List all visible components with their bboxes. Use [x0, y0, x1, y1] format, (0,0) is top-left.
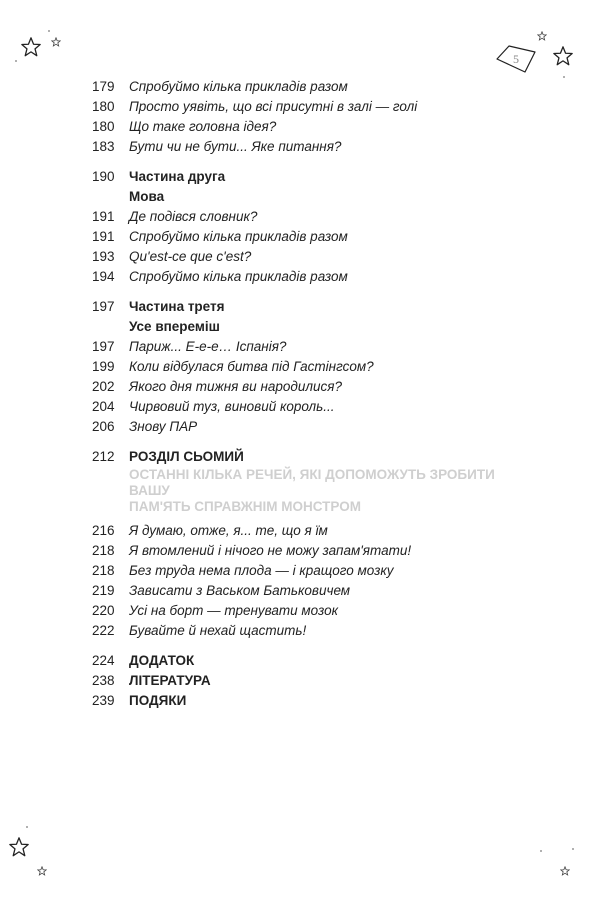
- page-number-badge: [495, 42, 537, 76]
- toc-entry[interactable]: [92, 377, 512, 397]
- toc-page-number: 193: [92, 249, 115, 264]
- toc-entry[interactable]: [92, 671, 512, 691]
- toc-entry-title: Частина друга: [129, 169, 226, 184]
- toc-page-number: 220: [92, 603, 115, 618]
- toc-entry[interactable]: [92, 499, 512, 515]
- toc-entry[interactable]: [92, 297, 512, 317]
- toc-page-number: 179: [92, 79, 115, 94]
- toc-entry[interactable]: [92, 651, 512, 671]
- toc-entry-title: Усе впереміш: [129, 319, 220, 334]
- toc-page-number: 191: [92, 209, 115, 224]
- star-outline-icon: [8, 836, 30, 858]
- toc-entry[interactable]: [92, 137, 512, 157]
- toc-page-number: 183: [92, 139, 115, 154]
- toc-page-number: 218: [92, 563, 115, 578]
- toc-entry-title: Спробуймо кілька прикладів разом: [129, 229, 348, 244]
- toc-entry-title: Спробуймо кілька прикладів разом: [129, 79, 348, 94]
- toc-entry-title: Бути чи не бути... Яке питання?: [129, 139, 342, 154]
- small-star-icon: [51, 37, 61, 47]
- toc-entry[interactable]: [92, 117, 512, 137]
- star-outline-icon: [552, 45, 574, 67]
- toc-entry[interactable]: [92, 227, 512, 247]
- decorative-dot: [48, 30, 50, 32]
- toc-page-number: 224: [92, 653, 115, 668]
- toc-page-number: 194: [92, 269, 115, 284]
- toc-entry-title: Я втомлений і нічого не можу запам'ятати!: [129, 543, 412, 558]
- decorative-dot: [26, 826, 28, 828]
- section-gap: [92, 437, 512, 447]
- toc-entry-title: ДОДАТОК: [129, 653, 195, 668]
- decorative-dot: [15, 60, 17, 62]
- toc-page-number: 197: [92, 299, 115, 314]
- page-number: 5: [513, 52, 519, 66]
- toc-entry-title: Париж... Е-е-е… Іспанія?: [129, 339, 287, 354]
- toc-page-number: 204: [92, 399, 115, 414]
- toc-entry[interactable]: [92, 397, 512, 417]
- toc-entry-title: Зависати з Васьком Батьковичем: [129, 583, 351, 598]
- toc-entry[interactable]: [92, 77, 512, 97]
- section-gap: [92, 641, 512, 651]
- toc-entry[interactable]: [92, 317, 512, 337]
- toc-page-number: 180: [92, 99, 115, 114]
- toc-page-number: 222: [92, 623, 115, 638]
- toc-page-number: 190: [92, 169, 115, 184]
- toc-entry-title: ОСТАННІ КІЛЬКА РЕЧЕЙ, ЯКІ ДОПОМОЖУТЬ ЗРОБИТИ ВАШУ: [129, 467, 495, 498]
- toc-entry[interactable]: [92, 691, 512, 711]
- toc-entry[interactable]: [92, 601, 512, 621]
- toc-entry[interactable]: [92, 541, 512, 561]
- toc-page-number: 197: [92, 339, 115, 354]
- toc-entry-title: Без труда нема плода — і кращого мозку: [129, 563, 394, 578]
- toc-page-number: 239: [92, 693, 115, 708]
- toc-entry-title: Де подівся словник?: [129, 209, 258, 224]
- toc-entry-title: Qu'est-ce que c'est?: [129, 249, 252, 264]
- toc-entry[interactable]: [92, 187, 512, 207]
- toc-entry[interactable]: [92, 207, 512, 227]
- small-star-icon: [37, 866, 47, 876]
- toc-page-number: 202: [92, 379, 115, 394]
- small-star-icon: [537, 31, 547, 41]
- toc-page-number: 180: [92, 119, 115, 134]
- toc-entry[interactable]: [92, 467, 512, 499]
- toc-entry[interactable]: [92, 337, 512, 357]
- toc-entry-title: Я думаю, отже, я... те, що я їм: [129, 523, 328, 538]
- toc-entry[interactable]: [92, 357, 512, 377]
- toc-entry[interactable]: [92, 417, 512, 437]
- decorative-dot: [563, 76, 565, 78]
- toc-page-number: 212: [92, 449, 115, 464]
- section-gap: [92, 287, 512, 297]
- toc-page-number: 216: [92, 523, 115, 538]
- toc-entry-title: Чирвовий туз, виновий король...: [129, 399, 335, 414]
- toc-entry-title: Мова: [129, 189, 165, 204]
- toc-entry[interactable]: [92, 447, 512, 467]
- toc-page-number: 218: [92, 543, 115, 558]
- toc-entry[interactable]: [92, 561, 512, 581]
- toc-entry-title: Бувайте й нехай щастить!: [129, 623, 307, 638]
- toc-entry-title: Якого дня тижня ви народилися?: [129, 379, 342, 394]
- toc-entry-title: ЛІТЕРАТУРА: [129, 673, 211, 688]
- toc-entry[interactable]: [92, 581, 512, 601]
- toc-entry[interactable]: [92, 521, 512, 541]
- toc-entry[interactable]: [92, 247, 512, 267]
- toc-entry-title: Просто уявіть, що всі присутні в залі — голі: [129, 99, 418, 114]
- toc-entry-title: Частина третя: [129, 299, 225, 314]
- toc-page-number: 219: [92, 583, 115, 598]
- small-star-icon: [560, 866, 570, 876]
- toc-entry[interactable]: [92, 97, 512, 117]
- toc-entry-title: Спробуймо кілька прикладів разом: [129, 269, 348, 284]
- toc-entry-title: РОЗДІЛ СЬОМИЙ: [129, 449, 244, 464]
- section-gap: [92, 157, 512, 167]
- toc-entry-title: Коли відбулася битва під Гастінгсом?: [129, 359, 374, 374]
- toc-entry[interactable]: [92, 267, 512, 287]
- toc-entry-title: ПОДЯКИ: [129, 693, 187, 708]
- toc-page-number: 238: [92, 673, 115, 688]
- table-of-contents: [92, 77, 512, 711]
- star-outline-icon: [20, 36, 42, 58]
- toc-page-number: 199: [92, 359, 115, 374]
- toc-entry-title: Усі на борт — тренувати мозок: [129, 603, 339, 618]
- decorative-dot: [540, 850, 542, 852]
- toc-entry-title: Що таке головна ідея?: [129, 119, 277, 134]
- toc-page-number: 206: [92, 419, 115, 434]
- toc-page-number: 191: [92, 229, 115, 244]
- toc-entry[interactable]: [92, 167, 512, 187]
- toc-entry-title: Знову ПАР: [129, 419, 198, 434]
- decorative-dot: [572, 848, 574, 850]
- toc-entry-title: ПАМ'ЯТЬ СПРАВЖНІМ МОНСТРОМ: [129, 499, 361, 514]
- toc-entry[interactable]: [92, 621, 512, 641]
